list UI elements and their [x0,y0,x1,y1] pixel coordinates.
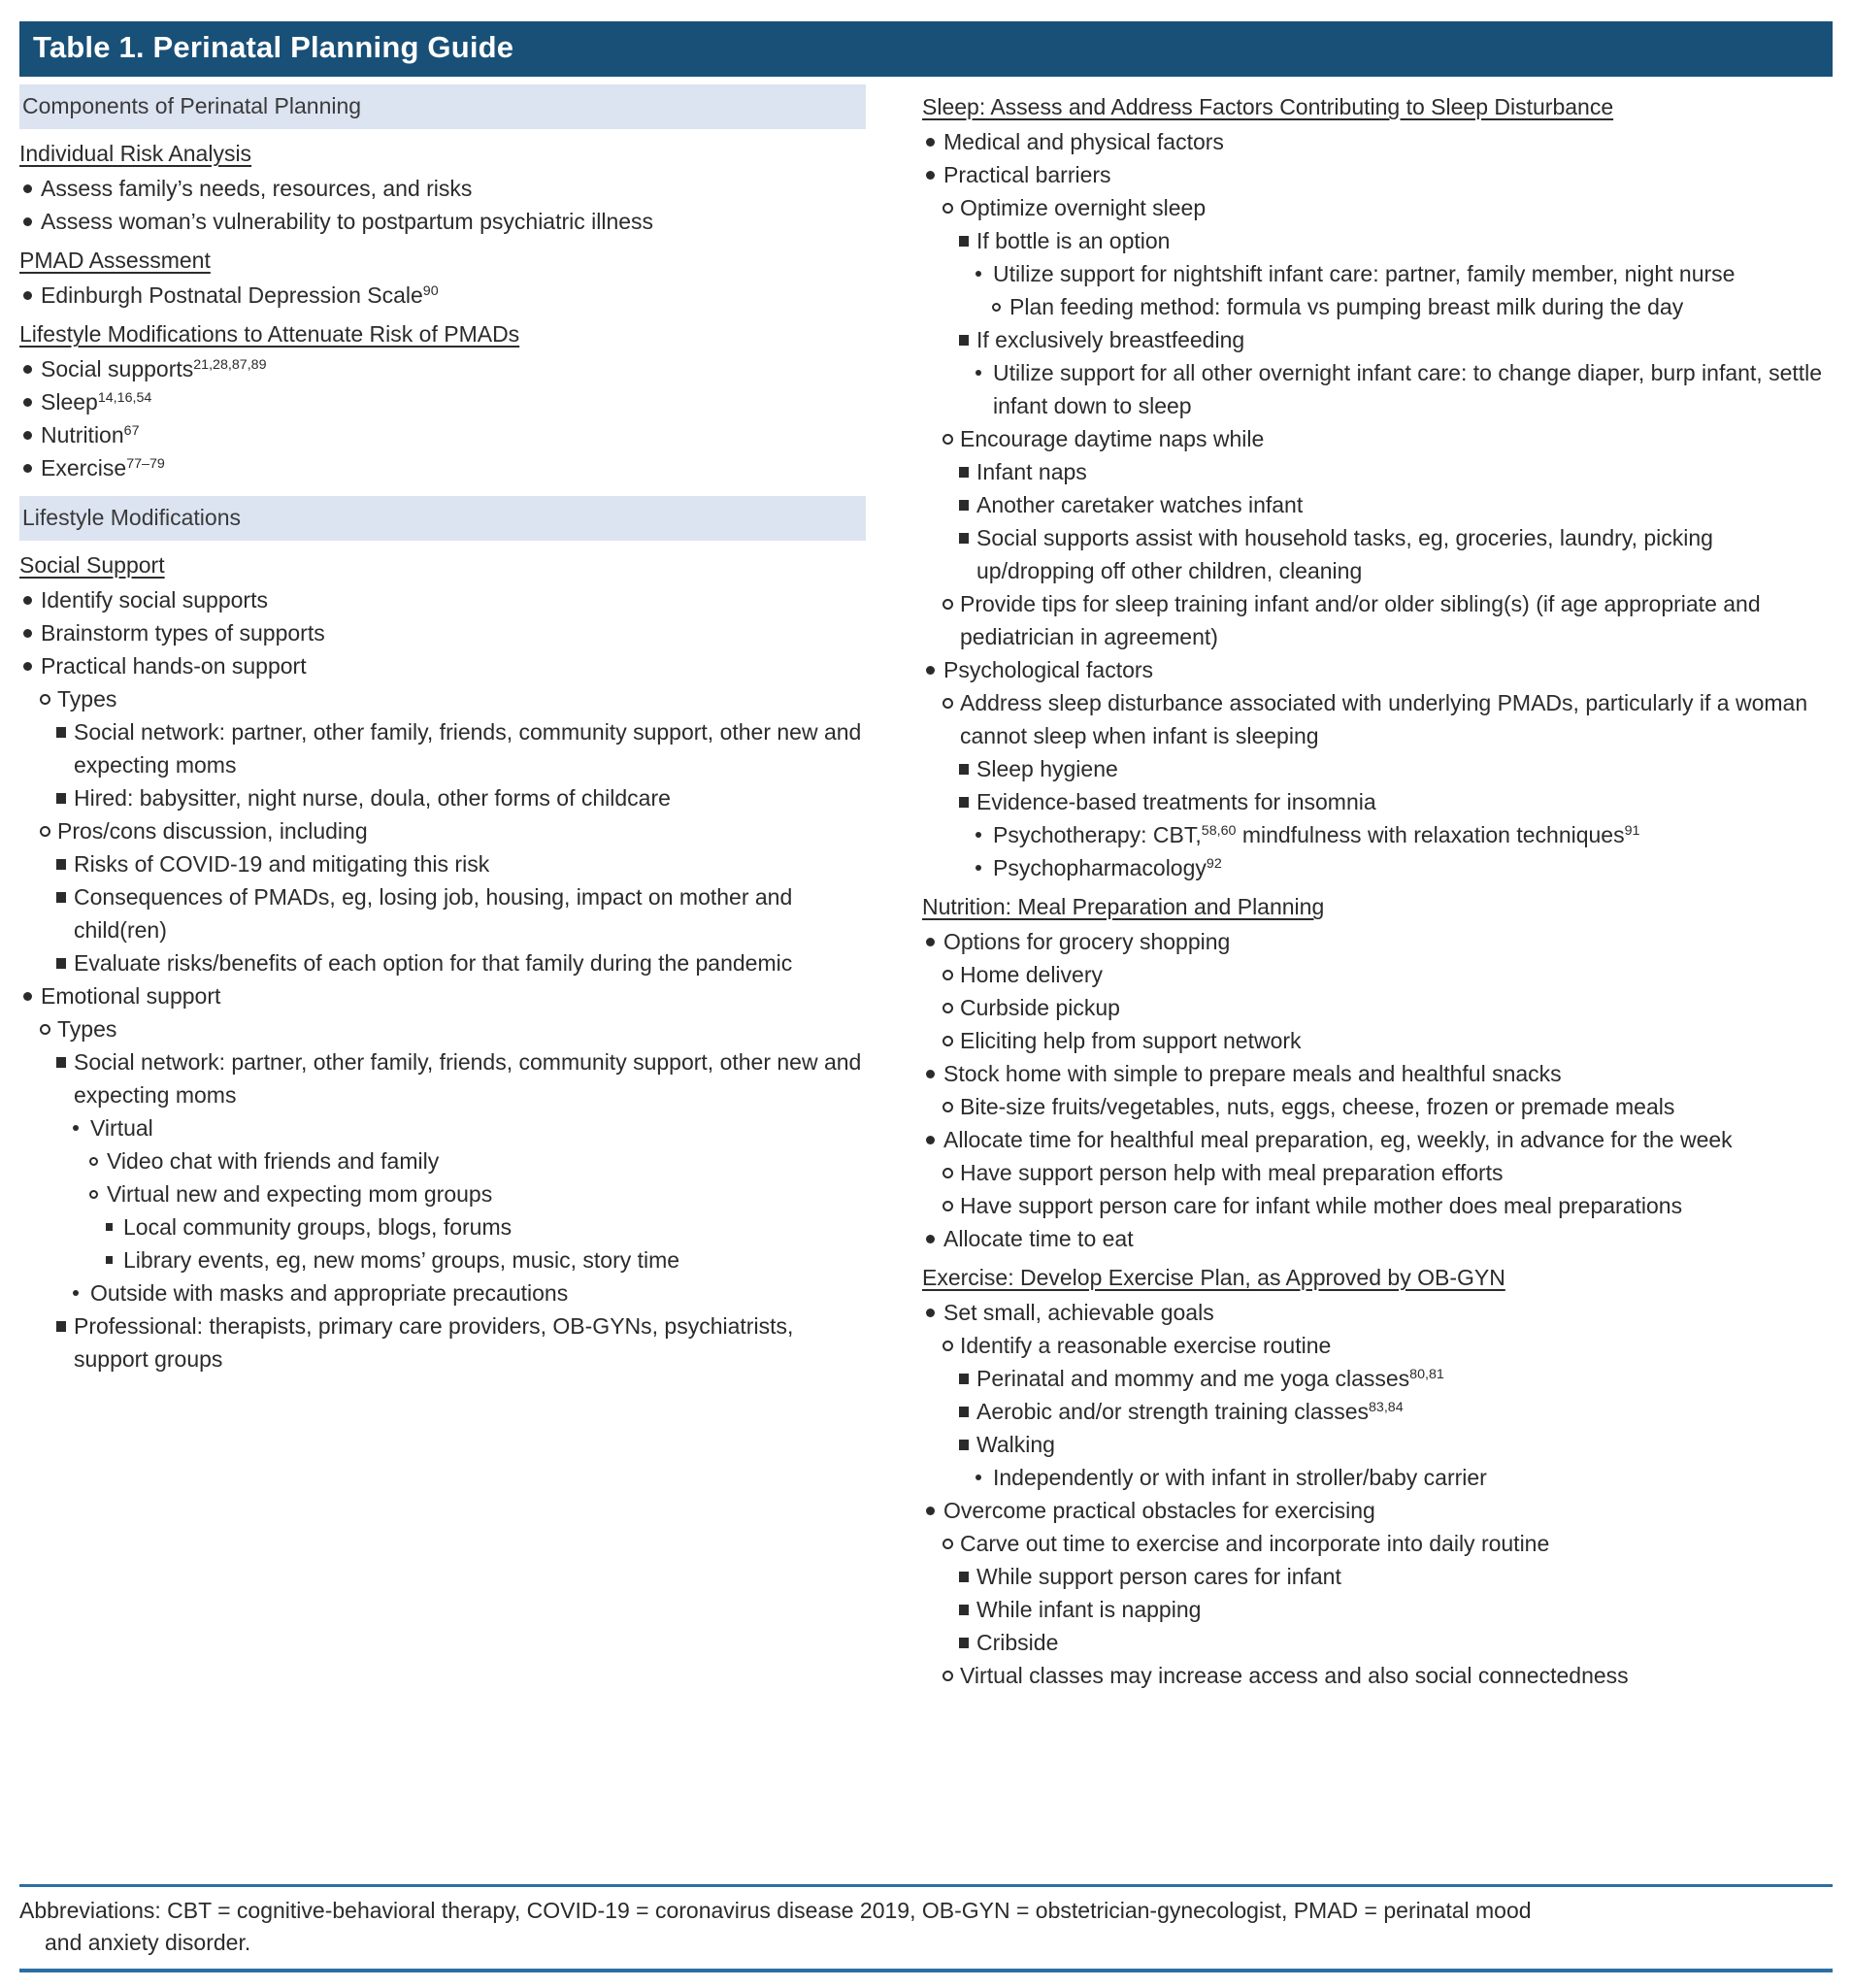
citation-superscript: 67 [123,423,140,440]
bullet-icon [959,1638,969,1648]
bullet-icon [943,203,953,214]
list-item-text: Independently or with infant in stroller/baby carrier [993,1465,1487,1490]
list-item-text: Allocate time for healthful meal preparation, eg, weekly, in advance for the week [943,1127,1733,1152]
list-item [943,1024,1833,1057]
bullet-icon [23,184,32,193]
bullet-icon [926,1070,935,1078]
list-item-text: Types [57,1016,117,1042]
list-item [56,1309,866,1375]
table-title-bar [19,21,1833,77]
bullet-icon [926,666,935,675]
list-item [56,781,866,814]
subsection-heading: Individual Risk Analysis [19,141,252,166]
list-item-text: Stock home with simple to prepare meals and healthful snacks [943,1061,1562,1086]
bullet-icon [40,694,50,705]
subsection-heading: Lifestyle Modifications to Attenuate Risk of PMADs [19,321,520,347]
list-item [56,880,866,946]
bullet-icon [40,826,50,837]
citation-superscript: 21,28,87,89 [193,357,267,374]
list-item [943,1156,1833,1189]
list-item [959,224,1833,257]
bullet-icon [926,1309,935,1317]
list-item-text: Walking [976,1432,1055,1457]
list-item-text: Consequences of PMADs, eg, losing job, housing, impact on mother and child(ren) [74,884,793,943]
list-item [23,616,866,649]
bullet-icon [959,764,969,775]
list-item-text: Social supports assist with household tasks, eg, groceries, laundry, picking up/dropping off other children, cleaning [976,525,1713,583]
bullet-icon [959,236,969,247]
bullet-icon [23,662,32,671]
citation-superscript: 58,60 [1201,823,1237,840]
bullet-icon [943,698,953,709]
bullet-icon [926,1136,935,1144]
list-item-text: Have support person care for infant while mother does meal preparations [960,1193,1683,1218]
citation-superscript: 14,16,54 [97,390,152,407]
list-item-text: Pros/cons discussion, including [57,818,368,844]
bullet-icon [943,1036,953,1046]
list-item [943,1659,1833,1692]
bullet-icon [959,1572,969,1582]
list-item [943,587,1833,653]
list-item [926,1123,1833,1156]
list-item-text: Cribside [976,1630,1059,1655]
list-item [56,715,866,781]
list-item [89,1144,866,1177]
section-band: Components of Perinatal Planning [19,84,866,129]
bullet-icon [40,1024,50,1035]
list-item-text: Address sleep disturbance associated with underlying PMADs, particularly if a woman cannot sleep when infant is sleeping [960,690,1808,748]
list-item [926,653,1833,686]
bullet-icon [943,434,953,445]
list-item-text: Hired: babysitter, night nurse, doula, other forms of childcare [74,785,671,811]
subsection-heading: Sleep: Assess and Address Factors Contributing to Sleep Disturbance [922,94,1614,119]
table-title: Table 1. Perinatal Planning Guide [33,30,514,64]
list-item [959,1362,1833,1395]
subsection-heading: Exercise: Develop Exercise Plan, as Approved by OB-GYN [922,1265,1505,1290]
list-item [106,1243,866,1276]
list-item [926,158,1833,191]
bullet-icon [106,1223,113,1231]
bullet-icon [959,335,969,346]
list-item [926,1494,1833,1527]
list-item [959,785,1833,818]
list-item [23,172,866,205]
list-item-text: Home delivery [960,962,1103,987]
list-item [23,418,866,451]
list-item [943,686,1833,752]
bullet-icon [926,171,935,180]
list-item [23,352,866,385]
bullet-icon [926,138,935,147]
bullet-icon [56,727,66,738]
bullet-icon [56,1321,66,1332]
list-item-text: Edinburgh Postnatal Depression Scale$^{90}$ [41,282,439,308]
list-item [23,979,866,1012]
list-item-text: Utilize support for all other overnight infant care: to change diaper, burp infant, settle infant down to sleep [993,360,1823,418]
bullet-icon [943,1102,953,1112]
list-item-text: Virtual [90,1115,153,1141]
bullet-icon [943,970,953,980]
list-item-text: Psychotherapy: CBT,$^{58,60}$ mindfulness with relaxation techniques$^{91}$ [993,822,1640,847]
bullet-icon [89,1157,98,1166]
list-item-text: While infant is napping [976,1597,1202,1622]
bullet-icon [959,533,969,544]
bullet-icon [992,303,1001,312]
list-item [959,1626,1833,1659]
list-item-text: Optimize overnight sleep [960,195,1207,220]
list-item-text: Exercise$^{77-79}$ [41,455,165,480]
list-item-text: Assess woman’s vulnerability to postpartum psychiatric illness [41,209,654,234]
citation-superscript: 92 [1206,856,1222,873]
left-column [19,84,866,1375]
bullet-icon [926,1235,935,1243]
list-item-text: Local community groups, blogs, forums [123,1214,513,1240]
bullet-icon [23,365,32,374]
bullet-icon [926,1507,935,1515]
bullet-icon [976,271,981,277]
list-item-text: Utilize support for nightshift infant care: partner, family member, night nurse [993,261,1736,286]
list-item-text: Identify a reasonable exercise routine [960,1333,1332,1358]
list-item [959,488,1833,521]
subsection-heading: Nutrition: Meal Preparation and Planning [922,894,1325,919]
list-item [926,925,1833,958]
list-item-text: Have support person help with meal preparation efforts [960,1160,1504,1185]
list-item [40,814,866,847]
list-item-text: Sleep$^{14,16,54}$ [41,389,152,414]
list-item-text: Assess family’s needs, resources, and risks [41,176,473,201]
list-item [23,279,866,312]
abbreviations-note: Abbreviations: CBT = cognitive-behavioral therapy, COVID-19 = coronavirus disease 2019, OB-GYN = obstetrician-gynecologist, PMAD = perinatal mood and anxiety disorder. [19,1898,1532,1955]
list-item [959,752,1833,785]
list-item-text: Identify social supports [41,587,268,613]
list-item-text: Evaluate risks/benefits of each option for that family during the pandemic [74,950,793,976]
list-item [943,422,1833,455]
list-item-text: Practical barriers [943,162,1111,187]
right-column [922,84,1833,1692]
bullet-icon [959,1440,969,1450]
citation-superscript: 83,84 [1369,1400,1404,1416]
subsection-heading: PMAD Assessment [19,248,211,273]
citation-superscript: 80,81 [1409,1367,1444,1383]
list-item [943,958,1833,991]
bullet-icon [943,1671,953,1681]
list-item [959,455,1833,488]
bullet-icon [943,599,953,610]
list-item-text: Options for grocery shopping [943,929,1231,954]
list-item-text: Medical and physical factors [943,129,1224,154]
list-item [976,818,1833,851]
list-item-text: Psychological factors [943,657,1154,682]
list-item-text: Sleep hygiene [976,756,1118,781]
list-item [40,1012,866,1045]
list-item-text: If exclusively breastfeeding [976,327,1245,352]
list-item-text: Psychopharmacology$^{92}$ [993,855,1222,880]
section-band: Lifestyle Modifications [19,496,866,541]
list-item-text: Another caretaker watches infant [976,492,1304,517]
citation-superscript: 90 [422,283,439,300]
list-item [943,991,1833,1024]
footer-top-rule [19,1884,1833,1887]
list-item-text: Types [57,686,117,712]
list-item [992,290,1833,323]
list-item-text: Risks of COVID-19 and mitigating this risk [74,851,490,877]
list-item [976,257,1833,290]
list-item-text: Overcome practical obstacles for exercising [943,1498,1375,1523]
list-item-text: Virtual new and expecting mom groups [107,1181,493,1207]
bullet-icon [56,1057,66,1068]
bullet-icon [23,431,32,440]
bullet-icon [943,1201,953,1211]
bullet-icon [23,464,32,473]
subsection-heading: Social Support [19,552,165,578]
list-item [943,1527,1833,1560]
list-item [73,1276,866,1309]
list-item [976,1461,1833,1494]
bullet-icon [959,500,969,511]
list-item [56,847,866,880]
bullet-icon [976,865,981,871]
bullet-icon [56,859,66,870]
bullet-icon [959,797,969,808]
list-item [959,1395,1833,1428]
list-item-text: Virtual classes may increase access and also social connectedness [960,1663,1629,1688]
list-item [976,356,1833,422]
list-item-text: Evidence-based treatments for insomnia [976,789,1376,814]
list-item-text: Allocate time to eat [943,1226,1134,1251]
bullet-icon [976,370,981,376]
citation-superscript: 91 [1624,823,1640,840]
bullet-icon [959,1605,969,1615]
list-item-text: Curbside pickup [960,995,1120,1020]
list-item-text: Video chat with friends and family [107,1148,440,1174]
list-item-text: Outside with masks and appropriate precautions [90,1280,569,1306]
bullet-icon [959,467,969,478]
list-item-text: While support person cares for infant [976,1564,1341,1589]
bullet-icon [23,596,32,605]
list-item-text: Library events, eg, new moms’ groups, music, story time [123,1247,680,1273]
bullet-icon [943,1168,953,1178]
list-item [959,323,1833,356]
list-item [73,1111,866,1144]
list-item [56,1045,866,1111]
list-item [943,1329,1833,1362]
list-item [959,1428,1833,1461]
bullet-icon [943,1341,953,1351]
table-body [19,84,1833,1884]
list-item [23,583,866,616]
bullet-icon [976,832,981,838]
list-item-text: Social network: partner, other family, friends, community support, other new and expecting moms [74,719,862,778]
list-item-text: Brainstorm types of supports [41,620,325,646]
list-item [976,851,1833,884]
bullet-icon [23,291,32,300]
list-item-text: If bottle is an option [976,228,1171,253]
list-item [926,1057,1833,1090]
list-item [943,191,1833,224]
bullet-icon [106,1256,113,1264]
list-item [943,1090,1833,1123]
list-item-text: Eliciting help from support network [960,1028,1302,1053]
bullet-icon [926,938,935,946]
list-item [926,1296,1833,1329]
bullet-icon [56,892,66,903]
list-item [23,649,866,682]
list-item-text: Professional: therapists, primary care providers, OB-GYNs, psychiatrists, support groups [74,1313,794,1372]
list-item [106,1210,866,1243]
list-item-text: Practical hands-on support [41,653,307,679]
list-item [23,385,866,418]
list-item [926,1222,1833,1255]
bullet-icon [23,629,32,638]
list-item-text: Encourage daytime naps while [960,426,1265,451]
bullet-icon [23,217,32,226]
bullet-icon [23,992,32,1001]
list-item [56,946,866,979]
list-item-text: Infant naps [976,459,1087,484]
bullet-icon [89,1190,98,1199]
bullet-icon [943,1003,953,1013]
footer-bottom-rule [19,1969,1833,1972]
bullet-icon [23,398,32,407]
bullet-icon [73,1125,79,1131]
list-item [926,125,1833,158]
list-item-text: Social network: partner, other family, friends, community support, other new and expecting moms [74,1049,862,1108]
list-item-text: Set small, achievable goals [943,1300,1214,1325]
list-item-text: Aerobic and/or strength training classes$^{83,84}$ [976,1399,1404,1424]
list-item-text: Emotional support [41,983,221,1009]
list-item [23,451,866,484]
list-item [943,1189,1833,1222]
table-footer [19,1884,1833,1972]
citation-superscript: 77–79 [126,456,165,473]
list-item [959,1560,1833,1593]
list-item-text: Provide tips for sleep training infant and/or older sibling(s) (if age appropriate and pediatrician in agreement) [960,591,1761,649]
list-item [959,521,1833,587]
list-item-text: Bite-size fruits/vegetables, nuts, eggs, cheese, frozen or premade meals [960,1094,1675,1119]
bullet-icon [959,1407,969,1417]
list-item-text: Plan feeding method: formula vs pumping breast milk during the day [1009,294,1684,319]
list-item [959,1593,1833,1626]
bullet-icon [73,1290,79,1296]
list-item [23,205,866,238]
bullet-icon [56,958,66,969]
bullet-icon [959,1374,969,1384]
list-item [40,682,866,715]
bullet-icon [943,1539,953,1549]
list-item-text: Nutrition$^{67}$ [41,422,140,447]
list-item-text: Perinatal and mommy and me yoga classes$^{80,81}$ [976,1366,1444,1391]
list-item-text: Social supports$^{21,28,87,89}$ [41,356,267,381]
list-item-text: Carve out time to exercise and incorporate into daily routine [960,1531,1550,1556]
bullet-icon [56,793,66,804]
bullet-icon [976,1474,981,1480]
list-item [89,1177,866,1210]
